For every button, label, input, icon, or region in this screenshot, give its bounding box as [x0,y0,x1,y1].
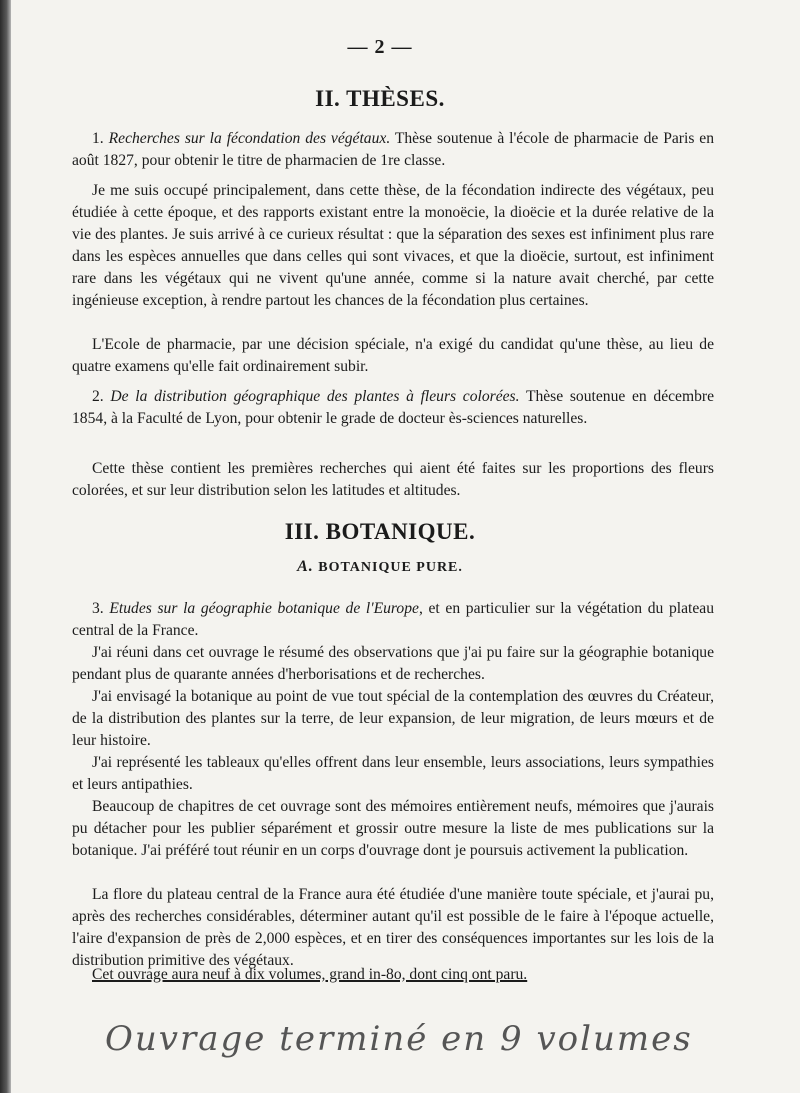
page-number: — 2 — [347,36,413,58]
section-title-botanique: III. BOTANIQUE. [284,519,476,544]
item-text: Thèse soutenue à l'école de pharmacie de Paris en août 1827, pour obtenir le titre de pharmacien de 1re classe. [72,130,715,169]
handwritten-note: Ouvrage terminé en 9 volumes [105,1019,693,1059]
handwritten-annotation [0,1008,800,1078]
underlined-sentence: Cet ouvrage aura neuf à dix volumes, grand in-8o, dont cinq ont paru. [92,966,528,983]
paragraph-12 [72,964,714,986]
paragraph-9: J'ai représenté les tableaux qu'elles offrent dans leur ensemble, leurs associations, leurs sympathies et leurs antipathies. [72,754,714,793]
section-title-theses: II. THÈSES. [315,86,445,111]
item-number: 2. [92,388,104,405]
paragraph-3: L'Ecole de pharmacie, par une décision spéciale, n'a exigé du candidat qu'une thèse, au lieu de quatre examens qu'elle fait ordinairement subir. [72,336,714,375]
item-title: Etudes sur la géographie botanique de l'Europe [109,600,419,617]
paragraph-6 [72,598,714,642]
paragraph-5: Cette thèse contient les premières recherches qui aient été faites sur les proportions des fleurs colorées, et sur leur distribution selon les latitudes et altitudes. [72,460,714,499]
paragraph-1 [72,128,714,172]
subsection-title [0,558,760,576]
paragraph-11: La flore du plateau central de la France aura été étudiée d'une manière toute spéciale, et j'aurai pu, après des recherches considérables, déterminer autant qu'il est possible de le faire à l'époque actuelle, l'aire d'expansion de près de 2,000 espèces, et en tirer des conséquences importantes sur les lois de la distribution primitive des végétaux. [72,886,714,969]
paragraph-10: Beaucoup de chapitres de cet ouvrage sont des mémoires entièrement neufs, mémoires que j'aurais pu détacher pour les publier séparément et grossir outre mesure la liste de mes publications sur la botanique. J'ai préféré tout réunir en un corps d'ouvrage dont je poursuis activement la publication. [72,798,714,859]
item-number: 3. [92,600,104,617]
scan-edge [0,0,11,1093]
paragraph-8: J'ai envisagé la botanique au point de vue tout spécial de la contemplation des œuvres du Créateur, de la distribution des plantes sur la terre, de leur expansion, de leur migration, de leurs mœurs et de leur histoire. [72,688,714,749]
paragraph-2: Je me suis occupé principalement, dans cette thèse, de la fécondation indirecte des végétaux, peu étudiée à cette époque, et des rapports existant entre la monoëcie, la dioëcie et la durée relative de la vie des plantes. Je suis arrivé à ce curieux résultat : que la séparation des sexes est infiniment plus rare dans les espèces annuelles que dans celles qui sont vivaces, et que la dioëcie, surtout, est infiniment rare dans les végétaux qui ne vivent qu'une année, comme si la nature avait cherché, par cette ingénieuse exception, à rendre partout les chances de la fécondation plus certaines. [72,182,714,309]
paragraph-4 [72,386,714,430]
subsection-letter: A. [297,558,314,575]
item-text: Thèse soutenue en décembre 1854, à la Faculté de Lyon, pour obtenir le grade de docteur ès-sciences naturelles. [72,388,714,427]
paragraph-7: J'ai réuni dans cet ouvrage le résumé des observations que j'ai pu faire sur la géographie botanique pendant plus de quarante années d'herborisations et de recherches. [72,644,714,683]
item-title: Recherches sur la fécondation des végétaux. [108,130,391,147]
item-number: 1. [92,130,104,147]
item-title: De la distribution géographique des plantes à fleurs colorées. [110,388,520,405]
item-text: , et en particulier sur la végétation du plateau central de la France. [72,600,715,639]
subsection-name: BOTANIQUE PURE. [318,560,463,575]
